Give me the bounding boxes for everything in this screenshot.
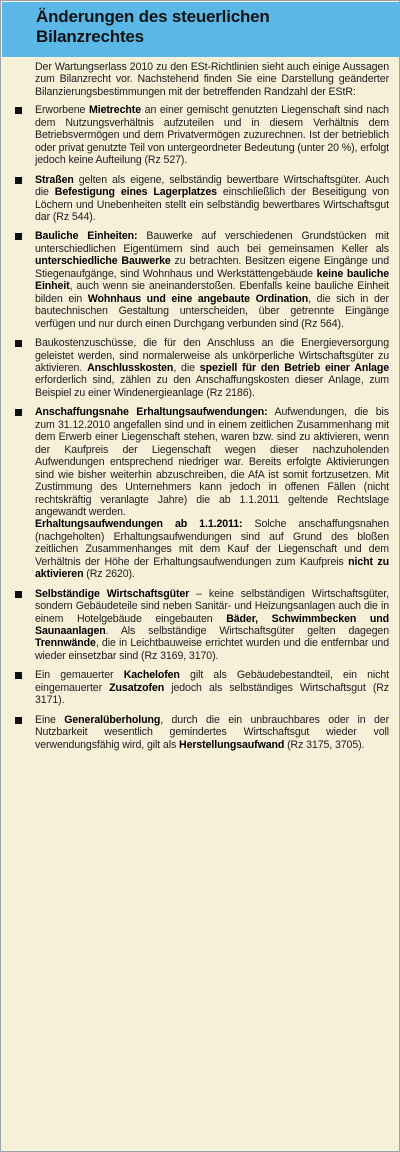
text-run: (Rz 2620).: [83, 568, 135, 581]
text-run: Aufwendungen, die bis zum 31.12.2010 angefallen sind und in einem zeitlichen Zusammenhang mit dem Erwerb einer Liegenschaft stehen, waren bzw. sind zu aktivieren, wenn der Kaufpreis der Liegenschaft wegen dieser nachzuholenden Aufwendungen entsprechend niedriger war. Bereits erfolgte Aktivierungen sind wie bisher weiterhin abzuschreiben, die AfA ist somit fortzusetzen. Mit Zustimmung des Unternehmers kann jedoch in offenen Fällen (nicht rechtskräftig veranlagte Jahre) die ab 1.1.2011 geltende Rechtslage angewandt werden.: [35, 406, 389, 518]
bold-text: Anschlusskosten: [87, 361, 174, 374]
text-run: Ein gemauerter: [35, 669, 124, 682]
text-run: Baukostenzuschüsse, die für den Anschluss an die Energieversorgung geleistet werden, sind normalerweise als unkörperliche Wirtschaftsgüter zu aktivieren.: [35, 337, 389, 374]
text-run: an einer gemischt genutzten Liegenschaft sind nach dem Nutzungsverhältnis aufzuteilen und in diesem Verhältnis dem Betriebsvermögen und dem Privatvermögen zuzurechnen. Ist der betrieblich oder privat genutzte Teil von untergeordneter Bedeutung (unter 20 %), erfolgt jedoch keine Aufteilung (Rz 527).: [35, 104, 389, 167]
bold-text: nicht zu aktivieren: [35, 555, 389, 581]
bullet-item: [35, 406, 389, 580]
text-run: Erworbene: [35, 104, 89, 117]
bold-text: unterschiedliche Bauwerke: [35, 255, 171, 268]
bullet-square-icon: [15, 409, 22, 416]
bullet-paragraph: [35, 406, 389, 518]
bold-text: keine bauliche Einheit: [35, 267, 389, 293]
bullet-item: [35, 669, 389, 706]
text-run: , die in Leichtbauweise errichtet wurden und die entfernbar und wieder einsetzbar sind (Rz 3169, 3170).: [35, 637, 389, 662]
bullet-paragraph: [35, 337, 389, 399]
text-run: – keine selbständigen Wirtschaftsgüter, sondern Gebäudeteile sind neben Sanitär- und Heizungsanlagen auch die in einem Hotelgebäude eingebauten: [35, 587, 389, 625]
bold-text: Wohnhaus und eine angebaute Ordination: [87, 292, 309, 305]
bullet-list: [1, 104, 399, 751]
bullet-paragraph: [35, 588, 389, 663]
bold-text: Mietrechte: [89, 104, 141, 117]
text-run: jedoch als selbständiges Wirtschaftsgut (Rz 3171).: [35, 681, 389, 707]
bullet-item: [35, 174, 389, 224]
text-run: Eine: [35, 713, 65, 726]
text-run: gilt als Gebäudebestandteil, ein nicht eingemauerter: [35, 669, 389, 694]
bold-text: Herstellungsaufwand: [179, 738, 285, 751]
text-run: Solche anschaffungsnahen (nachgeholten) Erhaltungsaufwendungen sind auf Grund des bloßen zeitlichen Zusammenhanges mit dem Kauf der Liegenschaft und dem Verhältnis der Höhe der Erhaltungsaufwendungen zum Kaufpreis: [35, 518, 389, 568]
text-run: zu betrachten. Besitzen eigene Eingänge und Stiegenaufgänge, sind Wohnhaus und Werkstättengebäude: [35, 255, 390, 280]
text-run: Bauwerke auf verschiedenen Grundstücken mit unterschiedlichen Eigentümern sind auch bei gemeinsamen Keller als: [35, 230, 389, 255]
bullet-square-icon: [15, 340, 22, 347]
bold-text: Kachelofen: [123, 669, 180, 682]
bullet-paragraph: [35, 714, 389, 751]
text-run: gelten als eigene, selbständig bewertbare Wirtschaftsgüter. Auch die: [35, 173, 389, 199]
article-body: [1, 57, 399, 758]
article-title: Änderungen des steuerlichen Bilanzrechtes: [36, 7, 270, 46]
bullet-square-icon: [15, 591, 22, 598]
bullet-item: [35, 104, 389, 166]
intro-paragraph: Der Wartungserlass 2010 zu den ESt-Richtlinien sieht auch einige Aussagen zum Bilanzrecht vor. Nachstehend finden Sie eine Darstellung geänderter Bilanzierungsbestimmungen mit der betreffenden Randzahl der EStR:: [35, 61, 389, 98]
bold-text: Selbständige Wirtschaftsgüter: [35, 587, 190, 600]
bold-text: Straßen: [35, 173, 74, 186]
bold-text: Erhaltungsaufwendungen ab 1.1.2011:: [35, 518, 243, 531]
text-run: einschließlich der Beseitigung von Löchern und Unebenheiten stellt ein selbständig bewertbares Wirtschaftsgut dar (Rz 544).: [35, 186, 390, 223]
text-run: , durch die ein unbrauchbares oder in der Nutzbarkeit wesentlich gemindertes Wirtschaftsgut wieder voll verwendungsfähig wird, gilt als: [35, 713, 389, 751]
bold-text: Bauliche Einheiten:: [35, 230, 138, 243]
bold-text: Befestigung eines Lagerplatzes: [54, 186, 217, 199]
bold-text: Anschaffungsnahe Erhaltungsaufwendungen:: [35, 406, 268, 419]
bullet-square-icon: [15, 717, 22, 724]
bullet-paragraph: [35, 174, 389, 224]
text-run: (Rz 3175, 3705).: [284, 738, 365, 751]
bullet-square-icon: [15, 233, 22, 240]
bullet-item: [35, 588, 389, 663]
bold-text: Bäder, Schwimmbecken und Saunaanlagen: [35, 612, 389, 638]
bold-text: Zusatzofen: [109, 681, 165, 694]
text-run: , auch wenn sie aneinanderstoßen. Ebenfalls keine bauliche Einheit bilden ein: [35, 280, 389, 305]
text-run: erforderlich sind, zählen zu den Anschaffungskosten dieser Anlage, zum Beispiel zu einer Windenergieanlage (Rz 2186).: [35, 374, 389, 399]
title-bar: [2, 2, 399, 57]
bullet-paragraph: [35, 104, 389, 166]
bold-text: speziell für den Betrieb einer Anlage: [199, 361, 389, 374]
bullet-paragraph: [35, 230, 389, 330]
bold-text: Generalüberholung: [64, 713, 161, 726]
text-run: . Als selbständige Wirtschaftsgüter gelten dagegen: [105, 625, 389, 638]
bullet-item: [35, 230, 389, 330]
bold-text: Trennwände: [35, 637, 96, 650]
bullet-paragraph: [35, 518, 389, 580]
bullet-paragraph: [35, 669, 389, 706]
bullet-item: [35, 714, 389, 751]
text-run: , die: [173, 361, 200, 374]
bullet-square-icon: [15, 177, 22, 184]
bullet-square-icon: [15, 672, 22, 679]
text-run: , die sich in der bautechnischen Gestaltung unterscheiden, über getrennte Eingänge verfügen und nur durch einen Durchgang verbunden sind (Rz 564).: [35, 292, 389, 330]
bullet-item: [35, 337, 389, 399]
bullet-square-icon: [15, 107, 22, 114]
